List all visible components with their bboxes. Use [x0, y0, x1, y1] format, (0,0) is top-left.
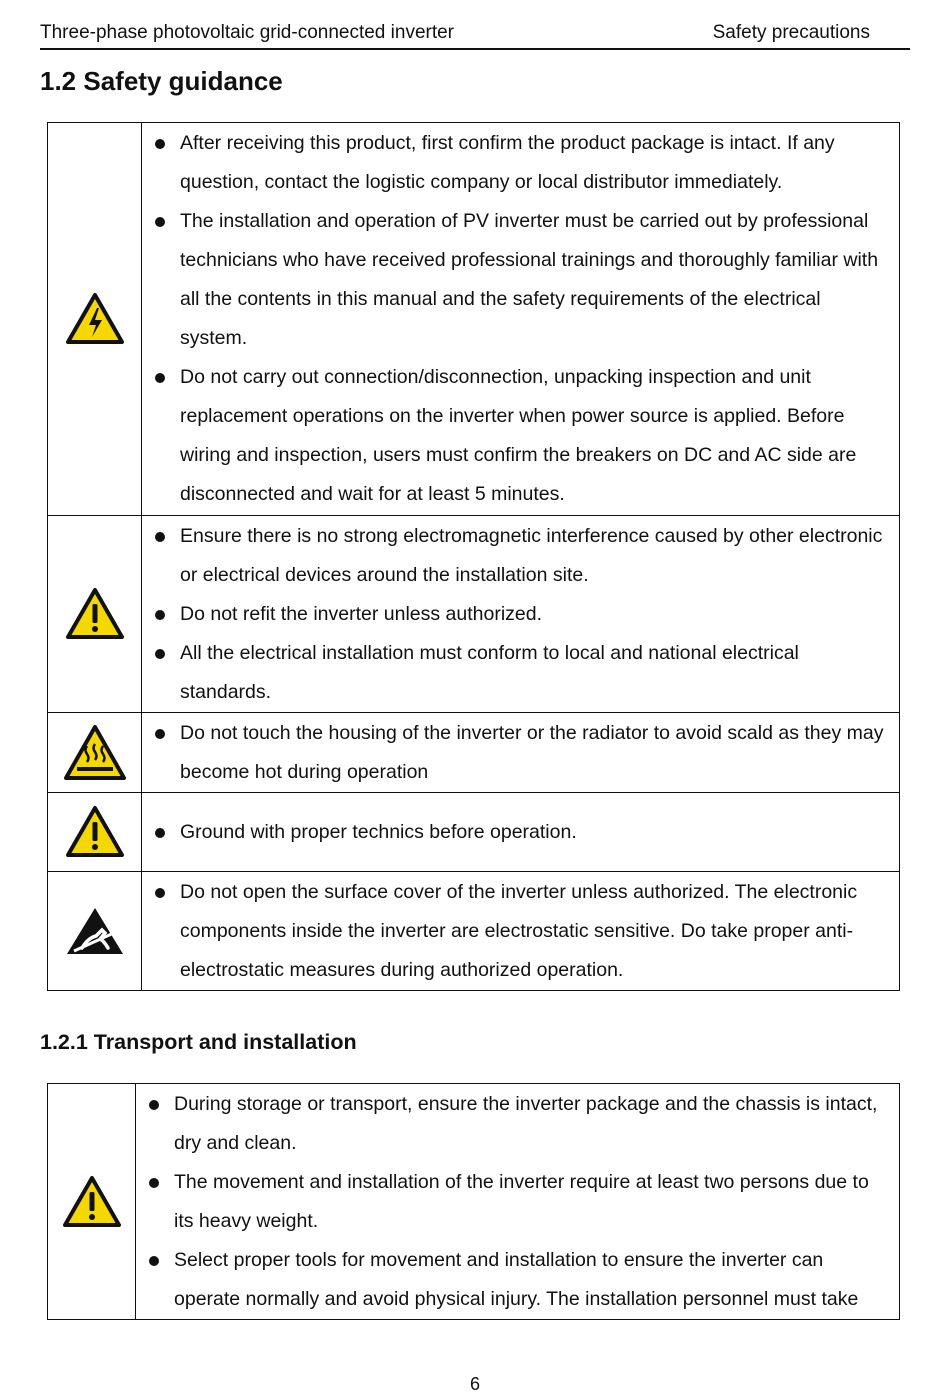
list-item: The movement and installation of the inverter require at least two persons due to its heavy weight.: [136, 1163, 891, 1241]
bullet-icon: [155, 373, 165, 383]
list-item: Do not refit the inverter unless authorized.: [142, 595, 891, 634]
text-cell: [142, 872, 900, 991]
bullet-icon: [155, 217, 165, 227]
icon-cell: [48, 713, 142, 793]
table-row: [48, 1084, 900, 1320]
icon-cell: [48, 793, 142, 872]
page-header: [40, 22, 910, 50]
safety-guidance-table: [47, 122, 900, 991]
section-title: 1.2 Safety guidance: [40, 66, 283, 96]
text-cell: [142, 713, 900, 793]
bullet-icon: [155, 888, 165, 898]
bullet-icon: [155, 828, 165, 838]
icon-cell: [48, 1084, 136, 1320]
table-row: [48, 793, 900, 872]
header-document-title: Three-phase photovoltaic grid-connected inverter: [40, 22, 455, 43]
list-item: During storage or transport, ensure the inverter package and the chassis is intact, dry and clean.: [136, 1085, 891, 1163]
electric-shock-warning-icon: [48, 292, 141, 346]
bullet-icon: [155, 729, 165, 739]
list-item: The installation and operation of PV inverter must be carried out by professional technicians who have received professional trainings and thoroughly familiar with all the contents in this manual and the safety requirements of the electrical system.: [142, 202, 891, 358]
list-item: Ensure there is no strong electromagnetic interference caused by other electronic or electrical devices around the installation site.: [142, 517, 891, 595]
list-item: After receiving this product, first confirm the product package is intact. If any question, contact the logistic company or local distributor immediately.: [142, 124, 891, 202]
list-item: All the electrical installation must conform to local and national electrical standards.: [142, 634, 891, 712]
header-chapter-title: Safety precautions: [712, 22, 870, 43]
hot-surface-warning-icon: [48, 724, 141, 782]
text-cell: [142, 793, 900, 872]
general-warning-icon: [48, 1175, 135, 1229]
general-warning-icon: [48, 805, 141, 859]
text-cell: [142, 123, 900, 516]
bullet-icon: [155, 139, 165, 149]
list-item: Ground with proper technics before operation.: [142, 813, 891, 852]
bullet-icon: [149, 1256, 159, 1266]
bullet-icon: [149, 1100, 159, 1110]
general-warning-icon: [48, 587, 141, 641]
bullet-icon: [155, 649, 165, 659]
icon-cell: [48, 516, 142, 713]
subsection-title: 1.2.1 Transport and installation: [40, 1030, 357, 1054]
list-item: Do not touch the housing of the inverter or the radiator to avoid scald as they may become hot during operation: [142, 714, 891, 792]
table-row: [48, 872, 900, 991]
bullet-icon: [155, 532, 165, 542]
text-cell: [136, 1084, 900, 1320]
text-cell: [142, 516, 900, 713]
icon-cell: [48, 123, 142, 516]
table-row: [48, 123, 900, 516]
page-number: 6: [469, 1374, 480, 1394]
list-item: Do not open the surface cover of the inverter unless authorized. The electronic components inside the inverter are electrostatic sensitive. Do take proper anti-electrostatic measures during authorized operation.: [142, 873, 891, 990]
table-row: [48, 713, 900, 793]
transport-installation-table: [47, 1083, 900, 1320]
electrostatic-sensitive-icon: [48, 904, 141, 958]
list-item: Select proper tools for movement and installation to ensure the inverter can operate normally and avoid physical injury. The installation personnel must take: [136, 1241, 891, 1319]
list-item: Do not carry out connection/disconnection, unpacking inspection and unit replacement operations on the inverter when power source is applied. Before wiring and inspection, users must confirm the breakers on DC and AC side are disconnected and wait for at least 5 minutes.: [142, 358, 891, 514]
bullet-icon: [149, 1178, 159, 1188]
bullet-icon: [155, 610, 165, 620]
table-row: [48, 516, 900, 713]
icon-cell: [48, 872, 142, 991]
